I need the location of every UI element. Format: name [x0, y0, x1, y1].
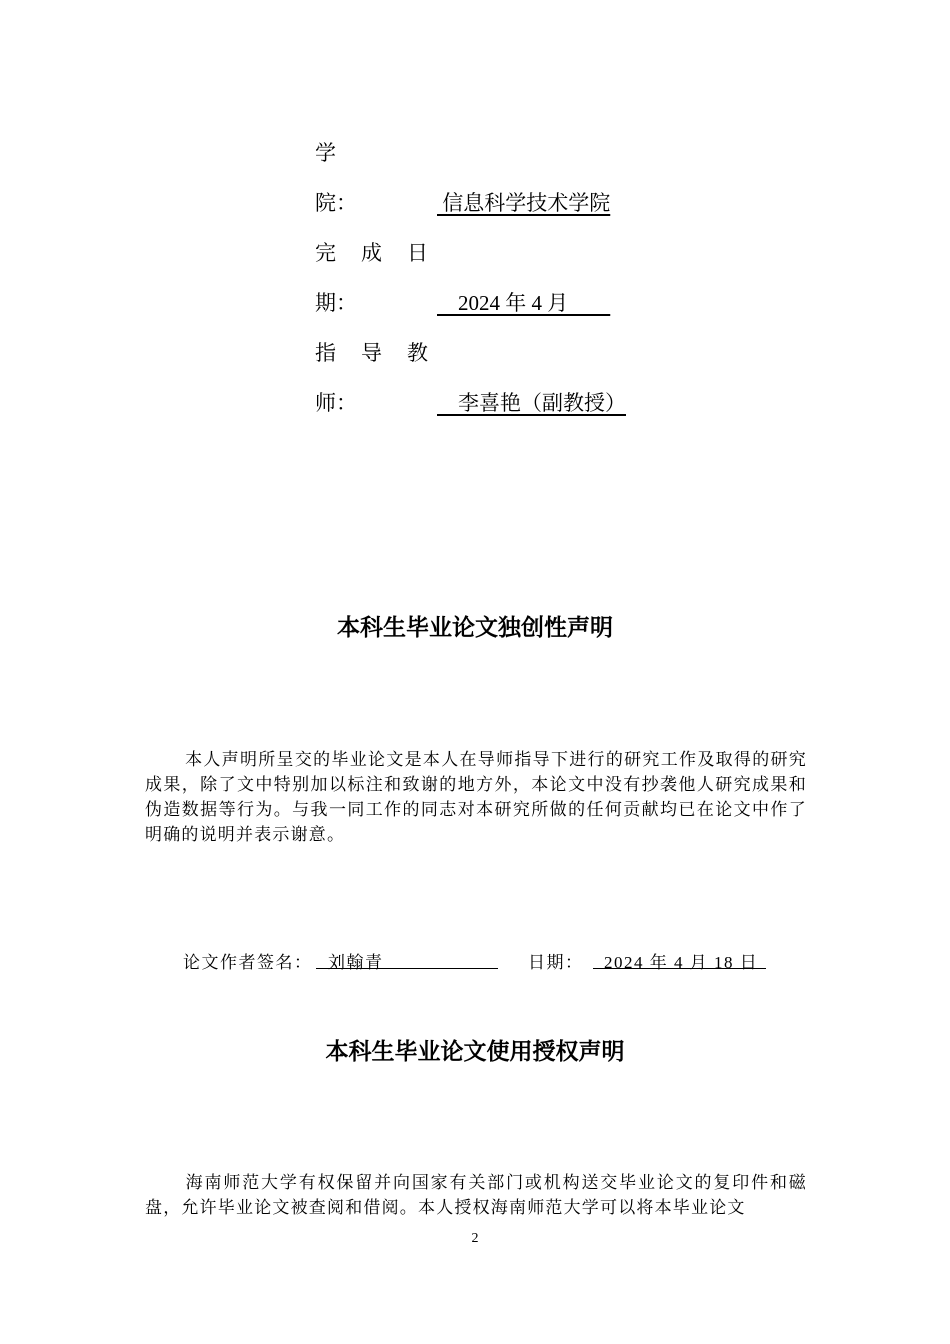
- college-label: 院：: [315, 191, 357, 215]
- authorization-body-text: 海南师范大学有权保留并向国家有关部门或机构送交毕业论文的复印件和磁盘，允许毕业论文被查阅和借阅。本人授权海南师范大学可以将本毕业论文: [145, 1173, 807, 1217]
- completion-date-label: 期：: [315, 291, 357, 315]
- signature-date-label: 日期：: [528, 953, 584, 972]
- originality-body: [145, 747, 807, 847]
- author-signature-name: 刘翰青: [328, 953, 384, 972]
- completion-date-label-line1: 完 成 日: [315, 241, 430, 265]
- author-signature-underline: [316, 968, 498, 969]
- authorization-body: [145, 1170, 807, 1220]
- originality-body-text: 本人声明所呈交的毕业论文是本人在导师指导下进行的研究工作及取得的研究成果，除了文中特别加以标注和致谢的地方外，本论文中没有抄袭他人研究成果和伪造数据等行为。与我一同工作的同志对本研究所做的任何贡献均已在论文中作了明确的说明并表示谢意。: [145, 750, 807, 844]
- signature-date-value: 2024 年 4 月 18 日: [604, 953, 759, 972]
- advisor-label: 师：: [315, 391, 357, 415]
- author-signature-label: 论文作者签名：: [183, 953, 313, 972]
- page-number: 2: [471, 1231, 479, 1246]
- signature-date-underline: [593, 968, 766, 969]
- advisor-value: 李喜艳（副教授）: [437, 391, 626, 415]
- completion-date-value: 2024 年 4 月: [437, 291, 611, 315]
- originality-title: 本科生毕业论文独创性声明: [337, 615, 613, 641]
- college-label-line1: 学: [315, 141, 336, 165]
- authorization-title: 本科生毕业论文使用授权声明: [325, 1039, 625, 1065]
- college-value: 信息科学技术学院: [437, 191, 611, 215]
- advisor-label-line1: 指 导 教: [315, 341, 430, 365]
